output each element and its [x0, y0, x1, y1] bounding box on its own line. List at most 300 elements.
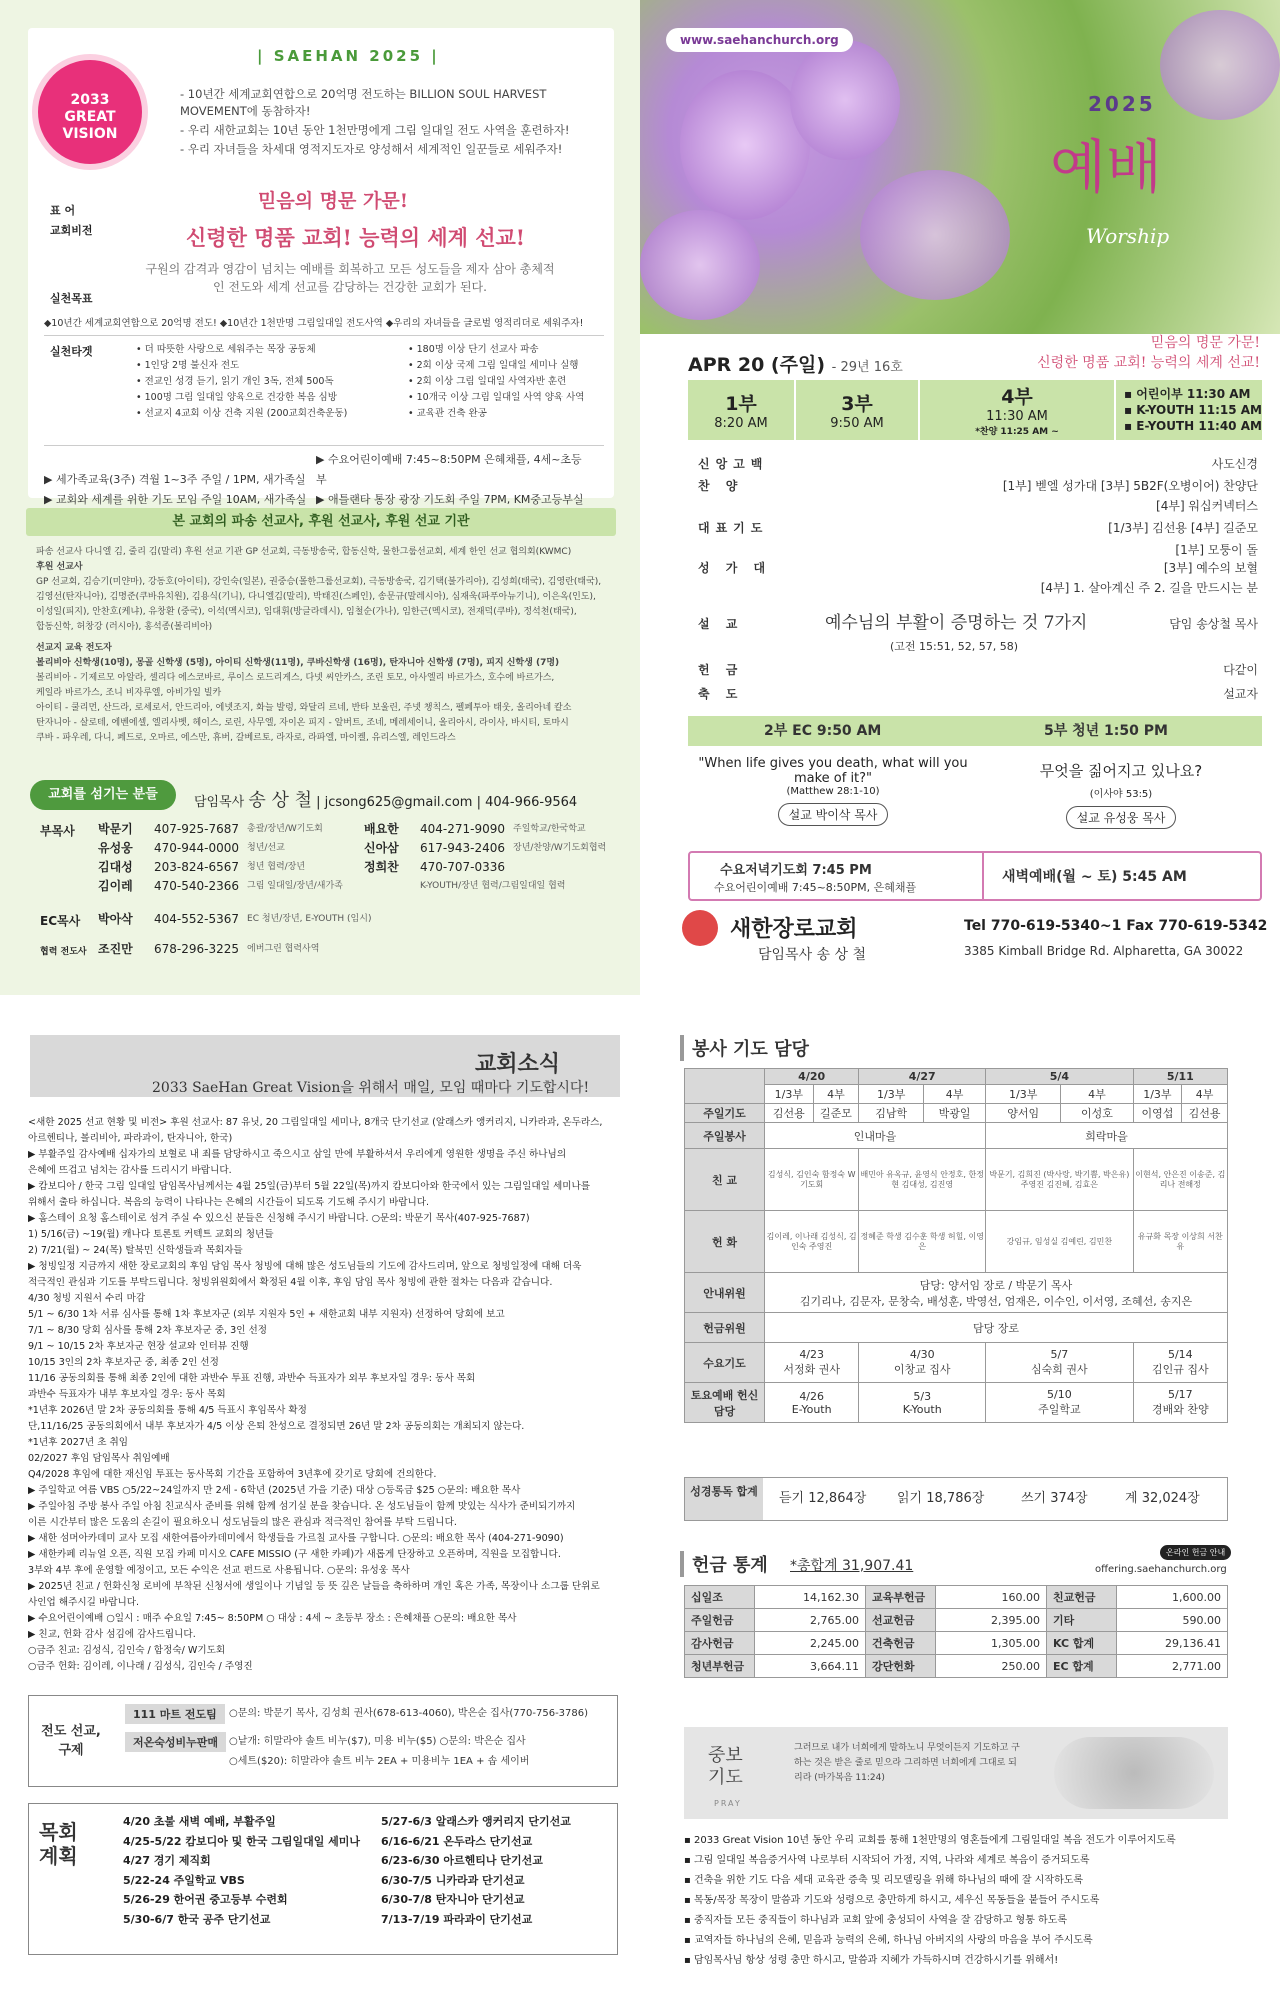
- order-label: 성 가 대: [698, 561, 772, 575]
- target-item: • 더 따뜻한 사랑으로 세워주는 목장 공동체: [136, 342, 347, 358]
- duty-label: [685, 1069, 765, 1104]
- duty-title: 봉사 기도 담당: [680, 1035, 809, 1061]
- church-website[interactable]: www.saehanchurch.org: [666, 28, 853, 52]
- table-row: [685, 1085, 1228, 1104]
- target-item: • 1인당 2명 불신자 전도: [136, 358, 347, 374]
- evangelism-tag: 111 마트 전도팀: [125, 1704, 225, 1724]
- cell: 김선용: [765, 1104, 814, 1123]
- pastor-label: 담임목사: [194, 795, 245, 810]
- mission-line: 파송 선교사 다니엘 김, 줄리 김(말리) 후원 선교 기관 GP 선교회, 극동방송국, 합동신학, 물한그룹선교회, 세계 한인 선교 협의회(KWMC): [36, 547, 572, 557]
- flower-shape: [860, 170, 1010, 300]
- prayer-label: 중보기도: [708, 1745, 743, 1788]
- prayer-verse: 그러므로 내가 너희에게 말하노니 무엇이든지 기도하고 구하는 것은 받은 줄로 믿으라 그리하면 너희에게 그대로 되리라 (마가복음 11:24): [794, 1743, 1020, 1783]
- goal-label: 실천목표: [50, 292, 93, 305]
- cell: 이현석, 안은진 이송준, 김리나 전해정: [1133, 1149, 1227, 1211]
- news-line: <새한 2025 선교 현황 및 비전> 후원 선교사: 87 유닛, 20 그림일대일 세미나, 8개국 단기선교 (알래스카 앵커리지, 니카라과, 온두라스,: [28, 1117, 603, 1128]
- cell: 친교헌금: [1046, 1586, 1116, 1609]
- staff-coworker: [98, 940, 319, 959]
- news-line: 위해서 출타 하십니다. 복음의 능력이 나타나는 은혜의 시간들이 되도록 기도해 주시기 바랍니다.: [28, 1197, 430, 1208]
- plan-item: 6/30-7/5 니카라과 단기선교: [381, 1873, 525, 1887]
- motto-block: [1030, 333, 1260, 373]
- date-text: APR 20 (주일): [688, 354, 826, 376]
- wed-kids: 수요어린이예배 7:45~8:50PM, 은혜채플: [714, 881, 917, 894]
- staff-name: 유성웅: [98, 841, 133, 855]
- staff-role: K-YOUTH/장년 협력/그림일대일 협력: [420, 881, 566, 891]
- staff-phone: 470-944-0000: [154, 841, 240, 855]
- ec-sermon: [688, 756, 978, 826]
- cell: 이영섭: [1133, 1104, 1182, 1123]
- staff-phone: 470-707-0336: [420, 860, 506, 874]
- staff-phone: 470-540-2366: [154, 879, 240, 893]
- staff-ec: [98, 910, 371, 929]
- prayer-banner: [684, 1727, 1228, 1819]
- flower-shape: [640, 210, 760, 320]
- sat-date: 5/10: [1047, 1388, 1072, 1401]
- cell: 2,245.00: [755, 1632, 866, 1655]
- news-line: ▶ 친교, 헌화 감사 섬김에 감사드립니다.: [28, 1629, 196, 1640]
- order-row: [698, 476, 1258, 496]
- target-item: • 2회 이상 국제 그림 일대일 세미나 실행: [408, 358, 585, 374]
- cell: 2,395.00: [936, 1609, 1047, 1632]
- cell: 이성호: [1061, 1104, 1133, 1123]
- cell: 희락마을: [986, 1123, 1228, 1149]
- mission-line: 아이티 - 쿨리먼, 산드라, 로세로서, 안드리아, 에넷조지, 화늘 발렁, 와달리 르네, 반타 보울린, 주넷 챙칙스, 펠페투아 태웃, 올리아네 칼소: [36, 703, 572, 713]
- staff-name: 정희찬: [364, 860, 399, 874]
- staff-phone: 203-824-6567: [154, 860, 240, 874]
- news-line: 과반수 득표자가 내부 후보자일 경우: 동사 목회: [28, 1389, 226, 1400]
- pastor-info: 담임목사 송 상 철 | jcsong625@gmail.com | 404-966-9564: [194, 790, 578, 811]
- mission-line: 탄자니아 - 살로테, 에벤에셀, 엘리사벳, 헤이스, 로린, 사무엘, 자이온 피지 - 알버트, 조네, 메레세이니, 올리아시, 라이사, 바시티, 토마시: [36, 718, 569, 728]
- target-item: • 교육관 건축 완공: [408, 406, 585, 422]
- order-value: [4부] 워십커넥터스: [1156, 499, 1258, 513]
- cell: 박문기, 김희진 (박사랑, 박기쁨, 박은유) 주영진 김진혜, 김효은: [986, 1149, 1134, 1211]
- cell: 1,600.00: [1117, 1586, 1228, 1609]
- staff-role: 장년/찬양/W기도회협력: [513, 843, 607, 853]
- table-row: [685, 1069, 1228, 1085]
- table-row: [685, 1273, 1228, 1313]
- service-date: [688, 350, 903, 377]
- weekly-program: ▶ 교회와 세계를 위한 기도 모임 주일 10AM, 새가족실: [44, 493, 307, 506]
- cell: 250.00: [936, 1655, 1047, 1678]
- table-row: [685, 1655, 1228, 1678]
- order-value: 사도신경: [1211, 457, 1258, 471]
- plan-item: 7/13-7/19 파라과이 단기선교: [381, 1912, 533, 1926]
- prayer-item: ▪ 건축을 위한 기도 다음 세대 교육관 증축 및 리모델링을 위해 하나님의 때에 잘 시작하도록: [684, 1871, 1244, 1891]
- wed-person: 김인규 집사: [1151, 1363, 1209, 1376]
- staff-role: 총괄/장년/W기도회: [247, 824, 323, 834]
- news-line: 은혜에 뜨겁고 넘치는 감사를 드리시기 바랍니다.: [28, 1165, 232, 1176]
- evangelism-text: ○문의: 박문기 목사, 김성희 권사(678-613-4060), 박은순 집사(770-756-3786): [229, 1708, 589, 1719]
- news-line: 3부와 4부 후에 운영할 예정이고, 모든 수익은 선교 펀드로 사용됩니다. ○문의: 유성웅 목사: [28, 1565, 410, 1576]
- plan-item: 4/27 경기 제직회: [123, 1854, 211, 1867]
- service-times: [688, 380, 1262, 440]
- table-row: [685, 1383, 1228, 1423]
- missions-body: [36, 545, 606, 746]
- giving-title: 헌금 통계: [680, 1551, 768, 1577]
- mission-line: 케일라 바르가스, 조니 비자루엘, 아비가일 빌카: [36, 688, 222, 698]
- news-panel: [0, 995, 640, 1991]
- prayer-item: ▪ 중직자들 모든 중직들이 하나님과 교회 앞에 충성되이 사역을 잘 감당하고 형통 하도록: [684, 1911, 1244, 1931]
- target-item: • 100명 그림 일대일 양육으로 건강한 복음 심방: [136, 390, 347, 406]
- news-line: *1년후 2026년 말 2차 공동의회를 통해 4/5 득표시 후임목사 확정: [28, 1405, 307, 1416]
- news-line: 단,11/16/25 공동의회에서 내부 후보자가 4/5 이상 은퇴 찬성으로 결정되면 26년 말 2차 공동의회는 개최되지 않는다.: [28, 1421, 525, 1432]
- plan-item: 5/27-6/3 알래스카 앵커리지 단기선교: [381, 1815, 571, 1828]
- vision-item: - 우리 자녀들을 차세대 영적지도자로 양성해서 세계적인 일꾼들로 세워주자!: [180, 142, 563, 156]
- order-row: [698, 660, 1258, 680]
- cell: 강임규, 임성실 김예린, 김민찬: [986, 1211, 1134, 1273]
- cell: 김성식, 김인숙 함정숙 W기도회: [765, 1149, 859, 1211]
- issue-number: - 29년 16호: [831, 360, 903, 375]
- bible-total: 계 32,024장: [1125, 1491, 1200, 1506]
- table-row: [685, 1586, 1228, 1609]
- table-row: [685, 1632, 1228, 1655]
- evangelism-text: ○세트($20): 히말라야 솔트 비누 2EA + 미용비누 1EA + 솝 세이버: [229, 1756, 530, 1767]
- cell: 청년부헌금: [685, 1655, 755, 1678]
- praying-hands-icon: [1054, 1737, 1214, 1809]
- flower-shape: [790, 40, 900, 160]
- part: 1/3부: [986, 1085, 1061, 1104]
- plan-item: 5/26-29 한어권 중고등부 수련회: [123, 1893, 288, 1906]
- youth-sermon-title: 무엇을 짊어지고 있나요?: [1039, 762, 1203, 780]
- target-item: • 2회 이상 그림 일대일 사역자반 훈련: [408, 374, 585, 390]
- mission-line: 선교지 교육 전도자: [36, 643, 112, 653]
- order-value: [4부] 1. 살아계신 주 2. 길을 만드시는 분: [1040, 581, 1258, 595]
- cell: 선교헌금: [865, 1609, 935, 1632]
- dawn-service: 새벽예배(월 ~ 토) 5:45 AM: [1002, 869, 1187, 885]
- bible-write: 쓰기 374장: [1021, 1491, 1088, 1506]
- part: 4부: [813, 1085, 859, 1104]
- duty-panel: [640, 995, 1280, 1991]
- duty-date: 5/4: [986, 1069, 1134, 1085]
- evangelism-text: ○낱개: 히말라야 솔트 비누($7), 미용 비누($5) ○문의: 박은순 집사: [229, 1736, 526, 1747]
- missions-header: 본 교회의 파송 선교사, 후원 선교사, 후원 선교 기관: [26, 508, 616, 536]
- duty-date: 4/20: [765, 1069, 859, 1085]
- staff-phone: 404-271-9090: [420, 822, 506, 836]
- cell: 14,162.30: [755, 1586, 866, 1609]
- news-line: 10/15 3인의 2차 후보자군 중, 최종 2인 선정: [28, 1357, 219, 1368]
- motto: 믿음의 명문 가문!: [258, 190, 409, 212]
- badge-line1: GREAT: [64, 109, 116, 125]
- pastor-name: 송 상 철: [248, 790, 312, 811]
- target-label: 실천타겟: [50, 345, 93, 358]
- vision-title: | SAEHAN 2025 |: [257, 47, 440, 65]
- part: 1/3부: [859, 1085, 924, 1104]
- ec-services: [688, 716, 1262, 746]
- sat-group: 주일학교: [1038, 1403, 1081, 1416]
- youth-services: [1124, 386, 1262, 434]
- sat-group: 경배와 찬양: [1151, 1403, 1209, 1416]
- cell: 29,136.41: [1117, 1632, 1228, 1655]
- table-row: [685, 1104, 1228, 1123]
- target-item: • 180명 이상 단기 선교사 파송: [408, 342, 585, 358]
- ec-sermon-ref: (Matthew 28:1-10): [786, 786, 880, 797]
- news-line: ▶ 2025년 친교 / 헌화신청 로비에 부착된 신청서에 생일이나 기념일 등 뜻 깊은 날들을 축하하며 개인 혹은 가족, 목장이나 소그룹 단위로: [28, 1581, 600, 1592]
- news-line: ▶ 주일아침 주방 봉사 주일 아침 친교식사 준비를 위해 함께 섬기실 분을 찾습니다. 온 성도님들이 함께 맛있는 식사가 준비되기까지: [28, 1501, 576, 1512]
- staff-name: 박문기: [98, 822, 133, 836]
- order-label: 설 교: [698, 617, 744, 631]
- target-item: • 10개국 이상 그림 일대일 사역 양육 사역: [408, 390, 585, 406]
- news-line: 1) 5/16(금) ~19(월) 캐나다 토론토 커텍트 교회의 청년들: [28, 1229, 274, 1240]
- weekly-program: ▶ 세가족교육(3주) 격월 1~3주 주일 / 1PM, 새가족실: [44, 473, 306, 486]
- table-row: [685, 1343, 1228, 1383]
- staff-phone: 617-943-2406: [420, 841, 506, 855]
- wed-person: 이창교 집사: [893, 1363, 951, 1376]
- mission-line: 김영선(탄자니아), 김명준(쿠바유치원), 김용식(기니), 다니엘김(말리), 박태진(스페인), 송문규(말레시아), 심재욱(파푸아뉴기니), 이은옥(인도),: [36, 592, 596, 602]
- youth-service: ▪ E-YOUTH 11:40 AM: [1124, 419, 1262, 433]
- cell: 2,765.00: [755, 1609, 866, 1632]
- plan-item: 6/16-6/21 온두라스 단기선교: [381, 1834, 533, 1848]
- vision-item: - 우리 새한교회는 10년 동안 1천만명에게 그림 일대일 전도 사역을 훈련하자!: [180, 123, 570, 137]
- staff-pill: 교회를 섬기는 분들: [30, 780, 176, 810]
- usher-lead: 담당: 양서임 장로 / 박문기 목사: [919, 1278, 1073, 1292]
- order-value: [3부] 예수의 보혈: [1163, 561, 1258, 575]
- news-title: 교회소식: [475, 1052, 561, 1077]
- vision-item: - 10년간 세계교회연합으로 20억명 전도하는 BILLION SOUL HARVEST MOVEMENT에 동참하자!: [180, 87, 547, 118]
- cell: 양서임: [986, 1104, 1061, 1123]
- news-line: ▶ 청빙일정 지금까지 새한 장로교회의 후임 담임 목사 청빙에 대해 많은 성도님들의 기도에 감사드리며, 앞으로 청빙일정에 대해 더욱: [28, 1261, 582, 1272]
- youth-sermon: [980, 760, 1262, 829]
- flower-shape: [1160, 10, 1280, 120]
- church-vision-label: 교회비전: [50, 224, 93, 237]
- table-row: [685, 1123, 1228, 1149]
- service-name: 4부: [1001, 386, 1033, 408]
- vision-panel: [0, 0, 640, 995]
- evangelism-tag: 저온숙성비누판매: [125, 1732, 226, 1752]
- part: 4부: [1182, 1085, 1228, 1104]
- cell: 590.00: [1117, 1609, 1228, 1632]
- news-line: 11/16 공동의회를 통해 최종 2인에 대한 과반수 투표 진행, 과반수 득표자가 외부 후보자일 경우: 동사 목회: [28, 1373, 476, 1384]
- giving-total: *총합계 31,907.41: [790, 1558, 914, 1574]
- coworker-label: 협력 전도사: [40, 947, 87, 957]
- cell: [986, 1343, 1134, 1383]
- plan-item: 6/30-7/8 탄자니아 단기선교: [381, 1893, 525, 1906]
- staff-right: [364, 820, 606, 896]
- ministry-plan: [28, 1803, 618, 1955]
- evangelism-box: [28, 1695, 618, 1787]
- news-line: ▶ 부활주일 감사예배 십자가의 보혈로 내 죄를 담당하시고 죽으시고 삼일 만에 부활하셔서 우리에게 영원한 생명을 주신 하나님의: [28, 1149, 567, 1160]
- service-4: [920, 380, 1116, 440]
- mission-line: 볼리비아 신학생(10명), 몽골 신학생 (5명), 아이티 신학생(11명), 쿠바신학생 (16명), 탄자니아 신학생 (7명), 피지 신학생 (7명): [36, 658, 560, 668]
- slogan: 신령한 명품 교회! 능력의 세계 선교!: [186, 225, 525, 250]
- order-label: 신앙고백: [698, 457, 769, 471]
- part: 4부: [924, 1085, 986, 1104]
- wed-person: 심숙희 권사: [1031, 1363, 1088, 1376]
- cell: [765, 1343, 859, 1383]
- news-line: 2) 7/21(월) ~ 24(목) 탈북민 신학생들과 목회자들: [28, 1245, 243, 1256]
- goal-line: ◆10년간 세계교회연합으로 20억명 전도! ◆10년간 1천만명 그림일대일 전도사역 ◆우리의 자녀들을 글로벌 영적리더로 세워주자!: [44, 315, 604, 336]
- duty-table: [684, 1068, 1228, 1423]
- divider: [982, 853, 984, 899]
- ec-preacher: 설교 박이삭 목사: [778, 803, 889, 826]
- table-row: [685, 1609, 1228, 1632]
- sermon-reference: (고전 15:51, 52, 57, 58): [890, 640, 1019, 653]
- cell: 김이레, 이나래 김성식, 김인숙 주영진: [765, 1211, 859, 1273]
- duty-date: 4/27: [859, 1069, 986, 1085]
- part: 1/3부: [1133, 1085, 1182, 1104]
- cell: [765, 1273, 1228, 1313]
- duty-label: 헌 화: [685, 1211, 765, 1273]
- cell: 박광일: [924, 1104, 986, 1123]
- cell: 기타: [1046, 1609, 1116, 1632]
- bulletin-subtitle: Worship: [1086, 224, 1170, 248]
- bible-reading: [684, 1477, 1228, 1521]
- mission-line: 쿠바 - 파우레, 다니, 페드로, 오마르, 에스만, 휴버, 갈베르토, 라자로, 라파엘, 마이켈, 유리스엘, 레인드라스: [36, 733, 456, 743]
- order-row: [698, 578, 1258, 598]
- duty-label: 안내위원: [685, 1273, 765, 1313]
- service-time: 11:30 AM: [986, 409, 1048, 424]
- cell: KC 합계: [1046, 1632, 1116, 1655]
- staff-name: 조진만: [98, 942, 133, 956]
- cell: 건축헌금: [865, 1632, 935, 1655]
- church-pastor: 담임목사 송 상 철: [758, 947, 867, 963]
- sat-date: 5/3: [913, 1389, 932, 1403]
- youth-service: ▪ 어린이부 11:30 AM: [1124, 387, 1251, 401]
- cell: [765, 1383, 859, 1423]
- staff-name: 김이레: [98, 879, 133, 893]
- weekly-program: ▶ 수요어린이예배 7:45~8:50PM 은혜채플, 4세~초등부: [316, 453, 582, 486]
- news-line: ○금주 헌화: 김이레, 이나래 / 김성식, 김인숙 / 주영진: [28, 1661, 253, 1672]
- sermon-title: 예수님의 부활이 증명하는 것 7가지: [825, 613, 1088, 633]
- cell: 십일조: [685, 1586, 755, 1609]
- news-line: 7/1 ~ 8/30 당회 심사를 통해 2차 후보자군 중, 3인 선정: [28, 1325, 268, 1336]
- cell: EC 합계: [1046, 1655, 1116, 1678]
- news-line: 5/1 ~ 6/30 1차 서류 심사를 통해 1차 후보자군 (외부 지원자 5인 + 새한교회 내부 지원자) 선정하여 당회에 보고: [28, 1309, 505, 1320]
- staff-phone: 678-296-3225: [154, 942, 240, 956]
- table-row: [685, 1211, 1228, 1273]
- staff-name: 박아삭: [98, 912, 133, 926]
- cell: 교육부헌금: [865, 1586, 935, 1609]
- wed-date: 4/30: [909, 1348, 935, 1361]
- order-label: 헌 금: [698, 663, 744, 677]
- cell: [986, 1383, 1134, 1423]
- part: 1/3부: [765, 1085, 814, 1104]
- plan-item: 5/30-6/7 한국 공주 단기선교: [123, 1912, 271, 1926]
- motto-label: 표 어: [50, 204, 76, 217]
- duty-date: 5/11: [1133, 1069, 1227, 1085]
- table-row: [685, 1313, 1228, 1343]
- pastor-email[interactable]: jcsong625@gmail.com: [324, 795, 473, 810]
- cell: 1,305.00: [936, 1632, 1047, 1655]
- prayer-item: ▪ 그림 일대일 복음증거사역 나로부터 시작되어 가정, 지역, 나라와 세계로 복음이 증거되도록: [684, 1851, 1244, 1871]
- order-row: [698, 540, 1258, 560]
- staff-name: 배요한: [364, 822, 399, 836]
- motto-line: 신령한 명품 교회! 능력의 세계 선교!: [1037, 355, 1260, 371]
- targets-right: [408, 342, 585, 422]
- news-line: ▶ 캄보디아 / 한국 그림 일대일 담임목사님께서는 4월 25일(금)부터 5월 22일(목)까지 캄보디아와 한국에서 있는 그림일대일 세미나를: [28, 1181, 591, 1192]
- badge-line2: VISION: [62, 126, 118, 142]
- bible-listen: 듣기 12,864장: [779, 1491, 867, 1506]
- plan-item: 4/20 초불 새벽 예배, 부활주일: [123, 1815, 276, 1828]
- order-row: [698, 518, 1258, 538]
- mission-line: 볼리비아 - 기제르모 아알라, 셀리다 에스코바르, 루이스 로드리게스, 다넷 씨안카스, 조린 토모, 아사엘리 바르가스, 호수에 바르가스,: [36, 673, 555, 683]
- cell: [1133, 1343, 1227, 1383]
- targets-left: [136, 342, 347, 422]
- cell: 강단헌화: [865, 1655, 935, 1678]
- wed-prayer: 수요저녁기도회 7:45 PM: [720, 863, 872, 878]
- youth-service: 5부 청년 1:50 PM: [1044, 723, 1168, 739]
- wed-date: 5/7: [1050, 1348, 1069, 1361]
- part: 4부: [1061, 1085, 1133, 1104]
- cell: 주일헌금: [685, 1609, 755, 1632]
- order-value: 담임 송상철 목사: [1169, 617, 1258, 631]
- service-note: *찬양 11:25 AM ~: [975, 427, 1059, 437]
- weekly-program: ▶ 애틀랜타 통장 광장 기도회 주일 7PM, KM중고등부실: [316, 493, 584, 506]
- order-label: 대표기도: [698, 521, 769, 535]
- bible-read: 읽기 18,786장: [897, 1491, 985, 1506]
- wed-date: 4/23: [799, 1348, 825, 1361]
- service-3: [796, 380, 920, 440]
- staff-phone: 407-925-7687: [154, 822, 240, 836]
- plan-left: [123, 1812, 360, 1929]
- cell: 배민아 유옥규, 윤영식 안정호, 한정현 김대성, 김진영: [859, 1149, 986, 1211]
- news-line: ○금주 친교: 김성식, 김인숙 / 함정숙/ W기도회: [28, 1645, 226, 1656]
- sat-group: K-Youth: [902, 1402, 942, 1416]
- news-line: Q4/2028 후임에 대한 재신임 투표는 동사목회 기간을 포함하여 3년후에 갖기로 당회에 건의한다.: [28, 1469, 437, 1480]
- pastor-phone[interactable]: 404-966-9564: [485, 795, 578, 810]
- order-row: [698, 454, 1258, 474]
- news-line: 이른 시간부터 많은 도움의 손길이 필요하오니 성도님들의 많은 관심과 적극적인 참여를 부탁 드립니다.: [28, 1517, 457, 1528]
- cell: 160.00: [936, 1586, 1047, 1609]
- cell: [1133, 1383, 1227, 1423]
- cell: 김남학: [859, 1104, 924, 1123]
- order-label: 축 도: [698, 687, 744, 701]
- news-line: 4/30 청빙 지원서 수리 마감: [28, 1293, 146, 1304]
- bible-label: 성경통독 합계: [685, 1478, 763, 1520]
- usher-names: 김기리나, 김문자, 문창숙, 배성훈, 박영선, 엄재은, 이수인, 이서영, 조혜선, 송지은: [799, 1294, 1193, 1308]
- ec-pastor-label: EC목사: [40, 914, 81, 928]
- news-list: [28, 1115, 620, 1675]
- motto-line: 믿음의 명문 가문!: [1150, 335, 1260, 351]
- staff-phone: 404-552-5367: [154, 912, 240, 926]
- online-giving-url[interactable]: offering.saehanchurch.org: [1095, 1564, 1227, 1575]
- wed-person: 서정화 권사: [783, 1363, 840, 1376]
- mission-line: 이성일(피지), 안찬호(케냐), 유창환 (중국), 이석(멕시코), 임대휘(방글라데시), 임철순(가나), 임한근(멕시코), 전재덕(쿠바), 정석천(태국),: [36, 607, 577, 617]
- plan-item: 5/22-24 주일학교 VBS: [123, 1873, 245, 1887]
- staff-role: 그림 일대일/장년/새가족: [247, 881, 343, 891]
- order-value: [1/3부] 김선용 [4부] 길준모: [1108, 521, 1258, 535]
- cell: 감사헌금: [685, 1632, 755, 1655]
- order-value: [1부] 벧엘 성가대 [3부] 5B2F(오병이어) 찬양단: [1002, 479, 1258, 493]
- news-line: ▶ 수요어린이예배 ○일시 : 매주 수요일 7:45~ 8:50PM ○ 대상 : 4세 ~ 초등부 장소 : 은혜채플 ○문의: 배요한 목사: [28, 1613, 517, 1624]
- worship-panel: [640, 0, 1280, 995]
- cell: 길준모: [813, 1104, 859, 1123]
- youth-sermon-ref: (이사야 53:5): [1089, 789, 1153, 800]
- vision-text: 구원의 감격과 영감이 넘치는 예배를 회복하고 모든 성도들을 제자 삼아 총체적인 전도와 세계 선교를 감당하는 건강한 교회가 된다.: [145, 262, 555, 294]
- order-row: [698, 496, 1258, 516]
- staff-role: 에버그린 협력사역: [247, 944, 320, 954]
- news-line: 사인업 해주시길 바랍니다.: [28, 1597, 140, 1608]
- news-line: 9/1 ~ 10/15 2차 후보자군 현장 설교와 인터뷰 진행: [28, 1341, 249, 1352]
- staff-role: 주일학교/한국학교: [513, 824, 586, 834]
- plan-label: 목회 계획: [39, 1820, 78, 1868]
- youth-preacher: 설교 유성웅 목사: [1066, 806, 1177, 829]
- prayer-list: [684, 1831, 1244, 1971]
- giving-table: [684, 1585, 1228, 1678]
- service-name: 1부: [725, 393, 757, 415]
- staff-role: EC 청년/장년, E-YOUTH (임시): [247, 914, 372, 924]
- news-line: 02/2027 후임 담임목사 취임예배: [28, 1453, 170, 1464]
- prayer-item: ▪ 교역자들 하나님의 은혜, 믿음과 능력의 은혜, 하나님 아버지의 사랑의 마음을 부어 주시도록: [684, 1931, 1244, 1951]
- bulletin-title: 예배: [1050, 133, 1163, 201]
- order-label: 찬 양: [698, 479, 744, 493]
- staff-name: 신아삼: [364, 841, 399, 855]
- bulletin-year: 2025: [1088, 92, 1156, 116]
- great-vision-badge: [38, 60, 142, 164]
- cell: [859, 1343, 986, 1383]
- target-item: • 선교지 4교회 이상 건축 지원 (200교회건축운동): [136, 406, 347, 422]
- staff-name: 김대성: [98, 860, 133, 874]
- news-line: ▶ 새한 섬머아카데미 교사 모집 새한여름아카데미에서 학생들을 가르칠 교사를 구합니다. ○문의: 배요한 목사 (404-271-9090): [28, 1533, 564, 1544]
